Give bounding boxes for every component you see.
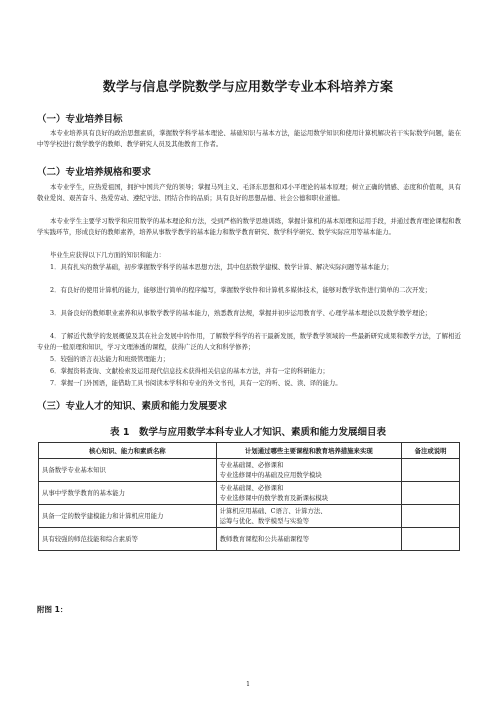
page-number: 1 <box>246 681 250 688</box>
table-cell-notes <box>402 459 460 482</box>
table-cell-notes <box>402 505 460 528</box>
table-cell-courses: 专业基础课、必修课和 专业选修课中的数学教育及新课标模块 <box>216 482 402 505</box>
appendix-label: 附图 1： <box>37 605 68 614</box>
table-cell-notes <box>402 482 460 505</box>
paragraph-requirements-1: 本专业学生，应热爱祖国，拥护中国共产党的领导；掌握马列主义、毛泽东思想和邓小平理论的基本原理；树立正确的情感、态度和价值观，具有敬业爱岗、艰苦奋斗、热爱劳动、遵纪守法、团结合作的品质；具有良好的思想品德、社会公德和职业道德。 <box>37 183 461 203</box>
table-cell-notes <box>402 528 460 551</box>
requirement-item-5: 5．较强的语言表达能力和班级管理能力； <box>50 355 170 363</box>
column-header-courses: 计划通过哪些主要课程和教育培养措施来实现 <box>216 443 402 459</box>
paragraph-requirements-intro: 毕业生应获得以下几方面的知识和能力： <box>50 251 166 259</box>
requirement-item-4: 4．了解近代数学的发展概貌及其在社会发展中的作用，了解数学科学的若干最新发展，数学教学领域的一些最新研究成果和教学方法，了解相近专业的一般原理和知识，学习文理渗透的课程，获得广泛的人文和科学修养； <box>37 332 461 352</box>
section-heading-goals: （一）专业培养目标 <box>37 114 123 125</box>
requirement-item-1: 1．具有扎实的数学基础，初步掌握数学科学的基本思想方法，其中包括数学建模、数学计算、解决实际问题等基本能力； <box>50 263 393 271</box>
table-row <box>39 528 460 551</box>
requirement-item-3: 3．具备良好的教师职业素养和从事数学教学的基本能力，熟悉教育法规，掌握并初步运用教育学、心理学基本理论以及数学教学理论； <box>50 309 432 317</box>
requirements-table <box>38 442 460 551</box>
table-cell-ability: 具备数学专业基本知识 <box>39 459 217 482</box>
table-row <box>39 482 460 505</box>
table-cell-ability: 从事中学数学教育的基本能力 <box>39 482 217 505</box>
table-cell-courses: 教师教育课程和公共基础课程等 <box>216 528 402 551</box>
table-cell-courses: 专业基础课、必修课和 专业选修课中的基础及应用数学模块 <box>216 459 402 482</box>
document-title: 数学与信息学院数学与应用数学专业本科培养方案 <box>102 80 394 95</box>
table-cell-ability: 具有较强的师范技能和综合素质等 <box>39 528 217 551</box>
section-heading-requirements: （二）专业培养规格和要求 <box>37 167 152 178</box>
column-header-notes: 备注或说明 <box>402 443 460 459</box>
requirement-item-6: 6．掌握资料查询、文献检索及运用现代信息技术获得相关信息的基本方法，并有一定的科研能力； <box>50 367 329 375</box>
table-header-row <box>39 443 460 459</box>
section-heading-development: （三）专业人才的知识、素质和能力发展要求 <box>37 401 228 412</box>
paragraph-goals: 本专业培养具有良好的政治思想素质，掌握数学科学基本理论、基础知识与基本方法，能运用数学知识和使用计算机解决若干实际数学问题，能在中等学校进行数学教学的教师、教学研究人员及其他教育工作者。 <box>37 129 461 149</box>
table-cell-ability: 具备一定的数学建模能力和计算机应用能力 <box>39 505 217 528</box>
table-cell-courses: 计算机应用基础、C语言、计算方法、 运筹与优化、数学模型与实验等 <box>216 505 402 528</box>
requirement-item-2: 2．有良好的使用计算机的能力，能够进行简单的程序编写，掌握数学软件和计算机多媒体技术，能够对教学软件进行简单的二次开发； <box>50 286 432 294</box>
table-caption: 表 1 数学与应用数学本科专业人才知识、素质和能力发展细目表 <box>110 427 386 438</box>
table-row <box>39 505 460 528</box>
table-row <box>39 459 460 482</box>
requirement-item-7: 7．掌握一门外国语，能借助工具书阅读本学科和专业的外文书刊，具有一定的听、说、读、译的能力。 <box>50 379 342 387</box>
paragraph-requirements-2: 本专业学生主要学习数学和应用数学的基本理论和方法，受到严格的数学思维训练，掌握计算机的基本原理和运用手段，并通过教育理论课程和教学实践环节，形成良好的教师素养，培养从事数学教学的基本能力和数学教育研究、数学科学研究、数学实际应用等基本能力。 <box>37 217 461 237</box>
column-header-ability: 核心知识、能力和素质名称 <box>39 443 217 459</box>
